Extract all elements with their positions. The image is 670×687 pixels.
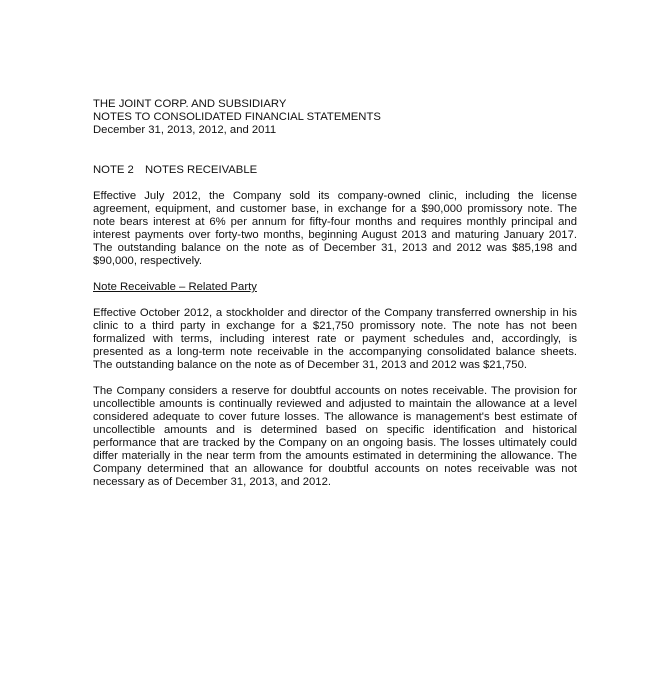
paragraph-line: The outstanding balance on the note as of December 31, 2013 and 2012 was $21,750. bbox=[93, 359, 527, 371]
paragraph-line: uncollectible amounts and is determined based on specific identification and historical bbox=[93, 424, 577, 436]
paragraph-line: Effective October 2012, a stockholder and director of the Company transferred ownership in his bbox=[93, 307, 577, 319]
paragraph-line: The Company considers a reserve for doubtful accounts on notes receivable. The provision for bbox=[93, 385, 577, 397]
paragraph-line: interest payments over forty-two months, beginning August 2013 and maturing January 2017. bbox=[93, 229, 577, 241]
document-page bbox=[93, 98, 577, 489]
document-title: NOTES TO CONSOLIDATED FINANCIAL STATEMENTS bbox=[93, 111, 381, 123]
paragraph-line: performance that are tracked by the Company on an ongoing basis. The losses ultimately could bbox=[93, 437, 577, 449]
paragraph-line: Company determined that an allowance for doubtful accounts on notes receivable was not bbox=[93, 463, 577, 475]
note-heading bbox=[93, 164, 577, 177]
paragraph-1 bbox=[93, 190, 577, 268]
paragraph-line: The outstanding balance on the note as of December 31, 2013 and 2012 was $85,198 and bbox=[93, 242, 577, 254]
statement-dates: December 31, 2013, 2012, and 2011 bbox=[93, 124, 277, 136]
paragraph-line: agreement, equipment, and customer base, in exchange for a $90,000 promissory note. The bbox=[93, 203, 577, 215]
document-header bbox=[93, 98, 577, 137]
paragraph-line: Effective July 2012, the Company sold its company-owned clinic, including the license bbox=[93, 190, 577, 202]
paragraph-line: note bears interest at 6% per annum for fifty-four months and requires monthly principal and bbox=[93, 216, 577, 228]
paragraph-line: necessary as of December 31, 2013, and 2012. bbox=[93, 476, 332, 488]
paragraph-line: formalized with terms, including interest rate or payment schedules and, accordingly, is bbox=[93, 333, 577, 345]
paragraph-line: differ materially in the near term from the amounts estimated in determining the allowance. The bbox=[93, 450, 577, 462]
paragraph-line: $90,000, respectively. bbox=[93, 255, 203, 267]
paragraph-line: considered adequate to cover future losses. The allowance is management's best estimate of bbox=[93, 411, 577, 423]
paragraph-3 bbox=[93, 385, 577, 489]
paragraph-line: uncollectible amounts is continually reviewed and adjusted to maintain the allowance at a level bbox=[93, 398, 577, 410]
subheading-related-party: Note Receivable – Related Party bbox=[93, 281, 257, 293]
paragraph-line: presented as a long-term note receivable in the accompanying consolidated balance sheets. bbox=[93, 346, 577, 358]
paragraph-2 bbox=[93, 307, 577, 372]
note-title: NOTES RECEIVABLE bbox=[145, 164, 258, 176]
paragraph-line: clinic to a third party in exchange for a $21,750 promissory note. The note has not been bbox=[93, 320, 577, 332]
note-number: NOTE 2 bbox=[93, 164, 134, 176]
company-name: THE JOINT CORP. AND SUBSIDIARY bbox=[93, 98, 287, 110]
